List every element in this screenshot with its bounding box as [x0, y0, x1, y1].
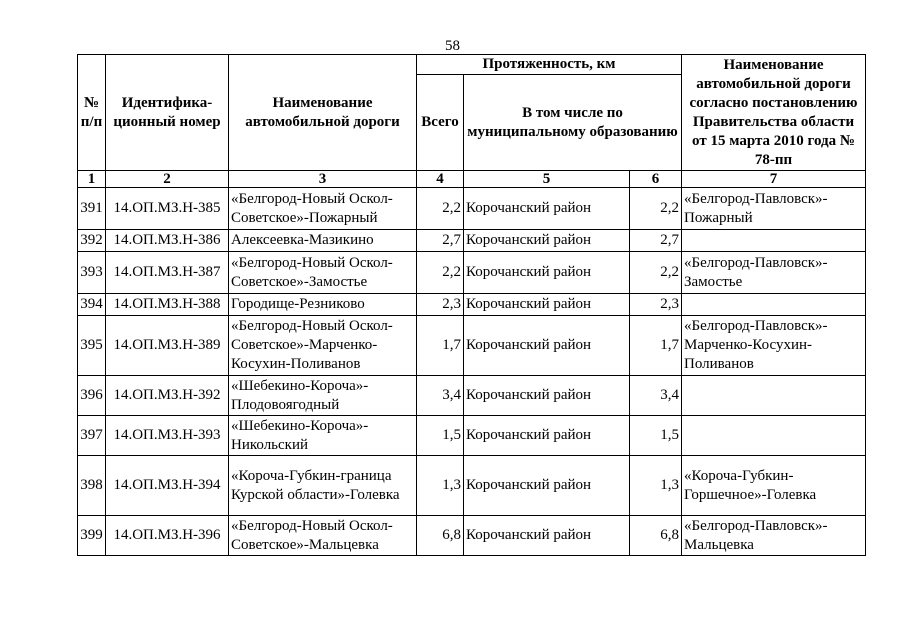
column-number: 6	[630, 171, 682, 188]
table-row	[78, 376, 866, 416]
length-total: 2,2	[417, 188, 464, 230]
column-number-row	[78, 171, 866, 188]
municipality: Корочанский район	[464, 456, 630, 516]
table-row	[78, 456, 866, 516]
road-id: 14.ОП.МЗ.Н-387	[106, 252, 229, 294]
row-number: 393	[78, 252, 106, 294]
road-name-reference: «Короча-Губкин-Горшечное»-Голевка	[682, 456, 866, 516]
road-name: «Белгород-Новый Оскол-Советское»-Марченко-Косухин-Поливанов	[229, 316, 417, 376]
row-number: 399	[78, 516, 106, 556]
length-municipality: 1,3	[630, 456, 682, 516]
table-row	[78, 316, 866, 376]
road-name-reference: «Белгород-Павловск»-Мальцевка	[682, 516, 866, 556]
road-id: 14.ОП.МЗ.Н-394	[106, 456, 229, 516]
header-id: Идентифика-ционный номер	[106, 55, 229, 171]
column-number: 5	[464, 171, 630, 188]
road-id: 14.ОП.МЗ.Н-396	[106, 516, 229, 556]
length-municipality: 3,4	[630, 376, 682, 416]
road-name: Алексеевка-Мазикино	[229, 230, 417, 252]
table-row	[78, 188, 866, 230]
table-row	[78, 294, 866, 316]
header-name: Наименование автомобильной дороги	[229, 55, 417, 171]
column-number: 1	[78, 171, 106, 188]
road-name-reference: «Белгород-Павловск»-Замостье	[682, 252, 866, 294]
length-total: 1,3	[417, 456, 464, 516]
municipality: Корочанский район	[464, 376, 630, 416]
road-name: «Шебекино-Короча»-Плодовоягодный	[229, 376, 417, 416]
header-incl: В том числе по муниципальному образованию	[464, 75, 682, 171]
table-row	[78, 252, 866, 294]
header-length: Протяженность, км	[417, 55, 682, 75]
municipality: Корочанский район	[464, 516, 630, 556]
row-number: 397	[78, 416, 106, 456]
row-number: 394	[78, 294, 106, 316]
road-name-reference	[682, 376, 866, 416]
road-name-reference	[682, 230, 866, 252]
column-number: 7	[682, 171, 866, 188]
road-name-reference: «Белгород-Павловск»-Марченко-Косухин-Поливанов	[682, 316, 866, 376]
table-row	[78, 230, 866, 252]
length-municipality: 2,7	[630, 230, 682, 252]
row-number: 392	[78, 230, 106, 252]
road-name: «Короча-Губкин-граница Курской области»-Голевка	[229, 456, 417, 516]
road-id: 14.ОП.МЗ.Н-386	[106, 230, 229, 252]
municipality: Корочанский район	[464, 252, 630, 294]
header-total: Всего	[417, 75, 464, 171]
row-number: 395	[78, 316, 106, 376]
column-number: 3	[229, 171, 417, 188]
column-number: 2	[106, 171, 229, 188]
municipality: Корочанский район	[464, 188, 630, 230]
road-name: «Белгород-Новый Оскол-Советское»-Мальцевка	[229, 516, 417, 556]
length-total: 3,4	[417, 376, 464, 416]
length-total: 1,7	[417, 316, 464, 376]
road-name: Городище-Резниково	[229, 294, 417, 316]
table-row	[78, 416, 866, 456]
road-name: «Белгород-Новый Оскол-Советское»-Пожарный	[229, 188, 417, 230]
length-municipality: 6,8	[630, 516, 682, 556]
road-name: «Белгород-Новый Оскол-Советское»-Замостье	[229, 252, 417, 294]
length-municipality: 1,5	[630, 416, 682, 456]
length-total: 2,3	[417, 294, 464, 316]
length-total: 6,8	[417, 516, 464, 556]
length-total: 2,7	[417, 230, 464, 252]
road-id: 14.ОП.МЗ.Н-388	[106, 294, 229, 316]
page-number: 58	[445, 38, 460, 54]
length-total: 1,5	[417, 416, 464, 456]
roads-table	[77, 54, 866, 556]
road-id: 14.ОП.МЗ.Н-392	[106, 376, 229, 416]
length-municipality: 2,2	[630, 252, 682, 294]
road-name-reference: «Белгород-Павловск»-Пожарный	[682, 188, 866, 230]
length-municipality: 2,3	[630, 294, 682, 316]
municipality: Корочанский район	[464, 294, 630, 316]
column-number: 4	[417, 171, 464, 188]
length-total: 2,2	[417, 252, 464, 294]
length-municipality: 2,2	[630, 188, 682, 230]
row-number: 398	[78, 456, 106, 516]
length-municipality: 1,7	[630, 316, 682, 376]
header-num: № п/п	[78, 55, 106, 171]
municipality: Корочанский район	[464, 230, 630, 252]
road-id: 14.ОП.МЗ.Н-389	[106, 316, 229, 376]
road-name-reference	[682, 294, 866, 316]
table-row	[78, 516, 866, 556]
road-name: «Шебекино-Короча»-Никольский	[229, 416, 417, 456]
road-name-reference	[682, 416, 866, 456]
row-number: 396	[78, 376, 106, 416]
row-number: 391	[78, 188, 106, 230]
header-ref: Наименование автомобильной дороги согласно постановлению Правительства области от 15 марта 2010 года № 78-пп	[682, 55, 866, 171]
road-id: 14.ОП.МЗ.Н-385	[106, 188, 229, 230]
municipality: Корочанский район	[464, 316, 630, 376]
municipality: Корочанский район	[464, 416, 630, 456]
road-id: 14.ОП.МЗ.Н-393	[106, 416, 229, 456]
